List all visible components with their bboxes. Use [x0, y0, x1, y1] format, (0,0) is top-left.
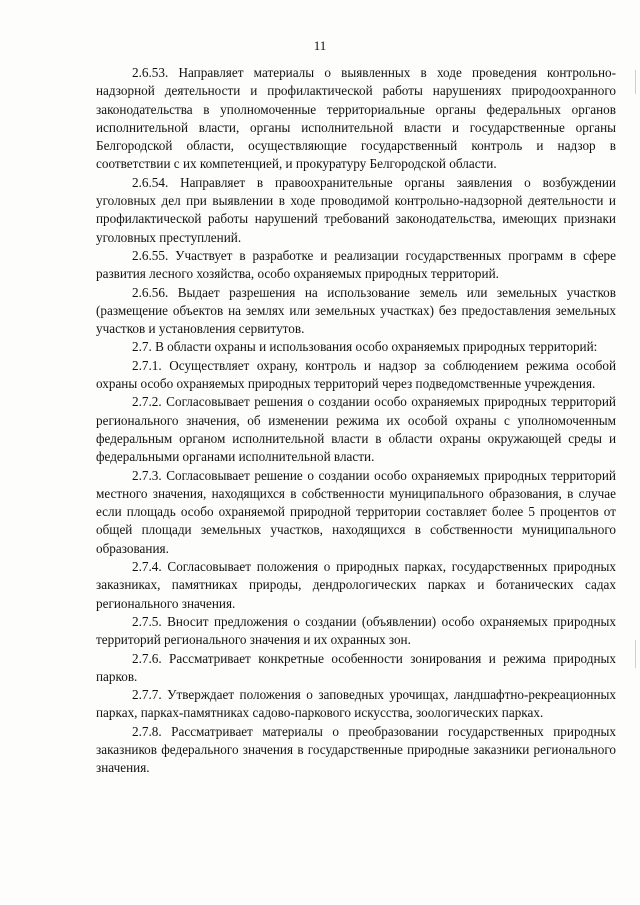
- paragraph-2-7-8: 2.7.8. Рассматривает материалы о преобразовании государственных природных заказников федерального значения в государственные природные заказники регионального значения.: [96, 723, 616, 776]
- paragraph-2-7-6: 2.7.6. Рассматривает конкретные особенности зонирования и режима природных парков.: [96, 650, 616, 684]
- paragraph-2-7-3: 2.7.3. Согласовывает решение о создании особо охраняемых природных территорий местного значения, находящихся в собственности муниципального образования, в случае если площадь особо охраняемой природной территории составляет более 5 процентов от общей площади земельных участков, находящихся в собственности муниципального образования.: [96, 467, 616, 556]
- paragraph-2-7-heading: 2.7. В области охраны и использования особо охраняемых природных территорий:: [132, 339, 598, 355]
- scan-edge-mark: [635, 70, 636, 94]
- paragraph-2-7-7: 2.7.7. Утверждает положения о заповедных урочищах, ландшафтно-рекреационных парках, парках-памятниках садово-паркового искусства, зоологических парках.: [96, 687, 616, 721]
- page-number: 11: [313, 38, 327, 53]
- paragraph-2-6-56: 2.6.56. Выдает разрешения на использование земель или земельных участков (размещение объектов на землях или земельных участках) без предоставления земельных участков и установления сервитутов.: [96, 284, 616, 337]
- paragraph-2-6-54: 2.6.54. Направляет в правоохранительные органы заявления о возбуждении уголовных дел при выявлении в ходе проводимой контрольно-надзорной деятельности и профилактической работы нарушений требований законодательства, имеющих признаки уголовных преступлений.: [96, 174, 616, 245]
- paragraph-2-7-5: 2.7.5. Вносит предложения о создании (объявлении) особо охраняемых природных территорий регионального значения и их охранных зон.: [96, 613, 616, 648]
- paragraph-2-6-55: 2.6.55. Участвует в разработке и реализации государственных программ в сфере развития лесного хозяйства, особо охраняемых природных территорий.: [96, 247, 616, 282]
- scan-edge-mark: [635, 640, 636, 668]
- paragraph-2-7-1: 2.7.1. Осуществляет охрану, контроль и надзор за соблюдением режима особой охраны особо охраняемых природных территорий через подведомственные учреждения.: [96, 357, 616, 392]
- paragraph-2-7-2: 2.7.2. Согласовывает решения о создании особо охраняемых природных территорий регионального значения, об изменении режима их особой охраны с уполномоченным федеральным органом исполнительной власти в области охраны окружающей среды и федеральными органами исполнительной власти.: [96, 394, 616, 465]
- document-body: [96, 64, 616, 778]
- paragraph-2-6-53: 2.6.53. Направляет материалы о выявленных в ходе проведения контрольно-надзорной деятельности и профилактической работы нарушениях природоохранного законодательства в уполномоченные территориальные органы федеральных органов исполнительной власти, органы исполнительной власти и государственные органы Белгородской области, осуществляющие государственный контроль и надзор в соответствии с их компетенцией, и прокуратуру Белгородской области.: [96, 65, 616, 172]
- paragraph-2-7-4: 2.7.4. Согласовывает положения о природных парках, государственных природных заказниках, памятниках природы, дендрологических парках и ботанических садах регионального значения.: [96, 559, 616, 611]
